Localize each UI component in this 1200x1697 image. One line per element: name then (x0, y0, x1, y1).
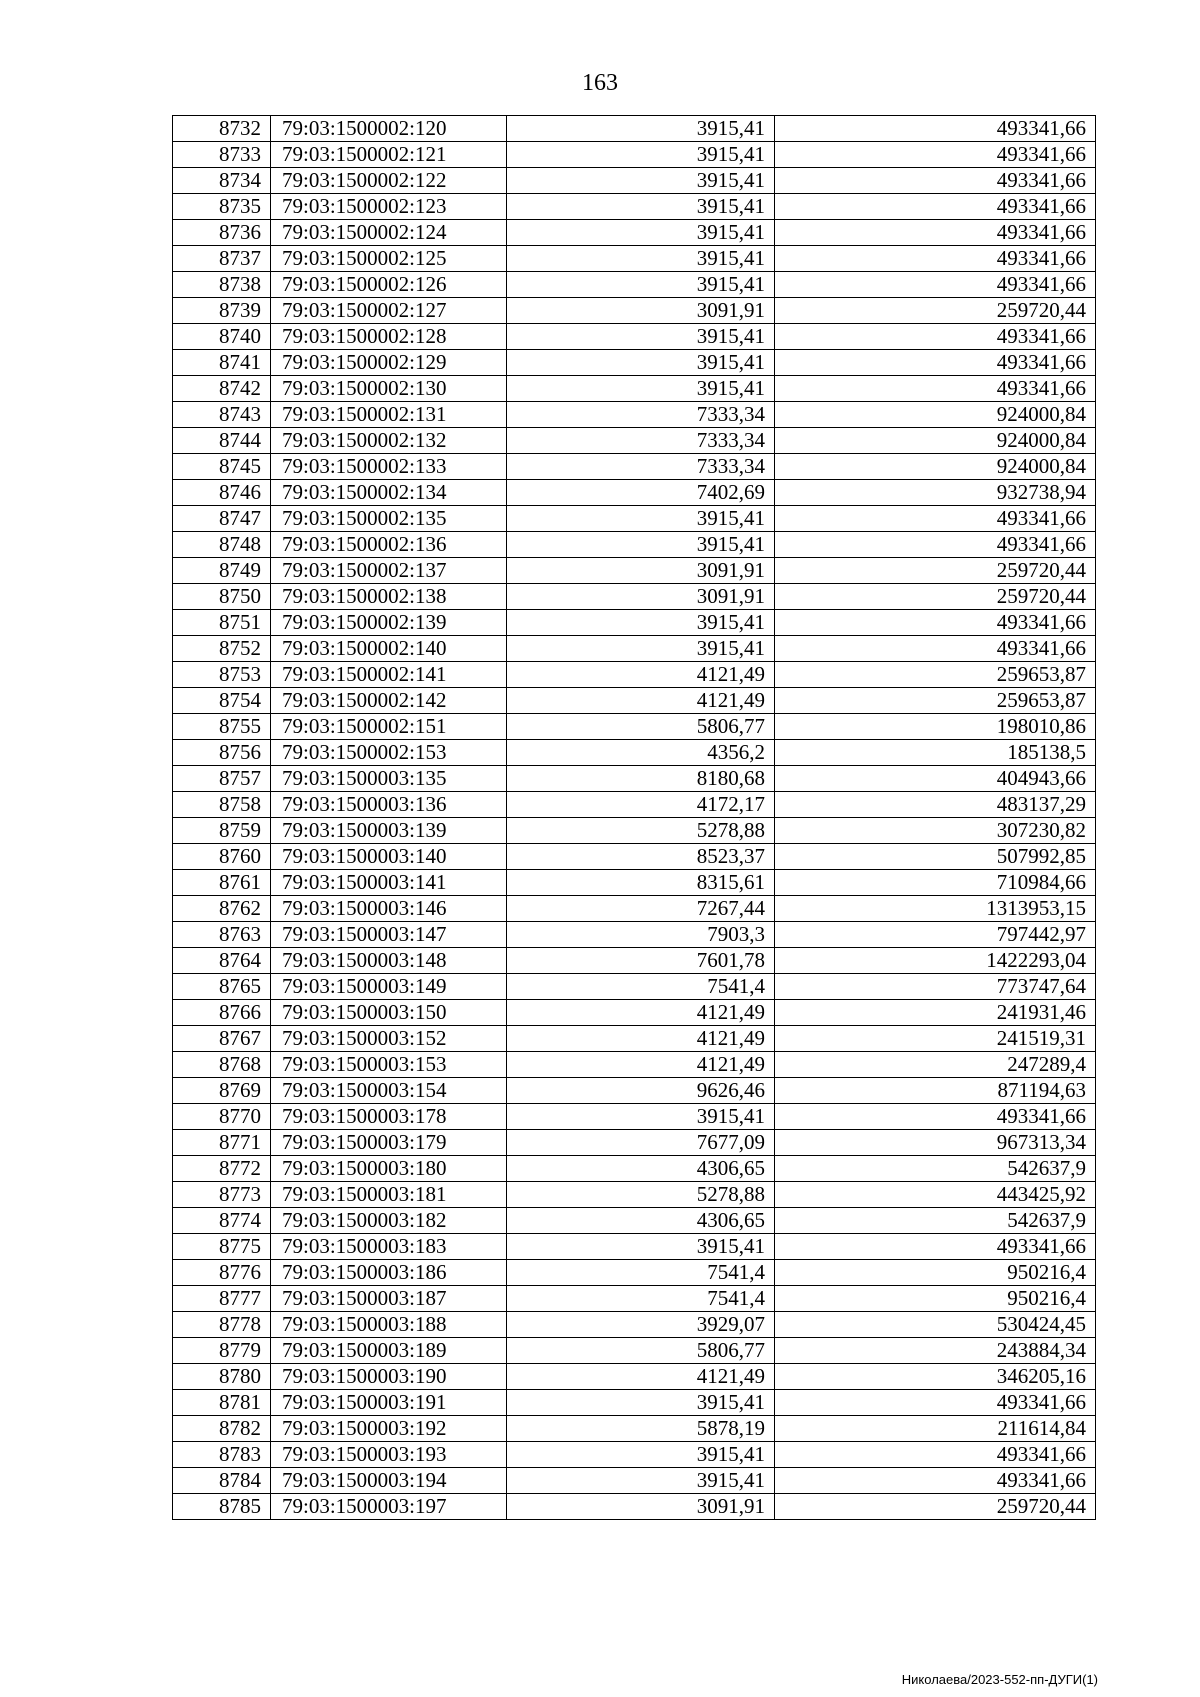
table-row (173, 272, 1096, 298)
row-number-cell: 8769 (173, 1078, 271, 1104)
cadastral-value-cell: 493341,66 (775, 350, 1096, 376)
row-number-cell: 8759 (173, 818, 271, 844)
cadastral-number-cell: 79:03:1500003:139 (271, 818, 507, 844)
area-cell: 4356,2 (507, 740, 775, 766)
table-row (173, 298, 1096, 324)
table-row (173, 1000, 1096, 1026)
cadastral-value-cell: 542637,9 (775, 1208, 1096, 1234)
area-cell: 5806,77 (507, 1338, 775, 1364)
cadastral-number-cell: 79:03:1500002:126 (271, 272, 507, 298)
cadastral-number-cell: 79:03:1500003:192 (271, 1416, 507, 1442)
table-row (173, 922, 1096, 948)
area-cell: 3091,91 (507, 298, 775, 324)
cadastral-number-cell: 79:03:1500002:129 (271, 350, 507, 376)
cadastral-number-cell: 79:03:1500003:152 (271, 1026, 507, 1052)
table-row (173, 246, 1096, 272)
table-row (173, 948, 1096, 974)
cadastral-value-cell: 493341,66 (775, 1234, 1096, 1260)
cadastral-number-cell: 79:03:1500003:189 (271, 1338, 507, 1364)
cadastral-value-cell: 483137,29 (775, 792, 1096, 818)
area-cell: 4121,49 (507, 662, 775, 688)
table-row (173, 1234, 1096, 1260)
cadastral-number-cell: 79:03:1500002:128 (271, 324, 507, 350)
cadastral-number-cell: 79:03:1500003:182 (271, 1208, 507, 1234)
table-row (173, 1026, 1096, 1052)
row-number-cell: 8739 (173, 298, 271, 324)
area-cell: 7333,34 (507, 454, 775, 480)
table-row (173, 558, 1096, 584)
cadastral-number-cell: 79:03:1500003:193 (271, 1442, 507, 1468)
row-number-cell: 8778 (173, 1312, 271, 1338)
table-row (173, 1156, 1096, 1182)
area-cell: 3915,41 (507, 324, 775, 350)
table-row (173, 818, 1096, 844)
cadastral-value-cell: 307230,82 (775, 818, 1096, 844)
cadastral-number-cell: 79:03:1500002:140 (271, 636, 507, 662)
area-cell: 4306,65 (507, 1156, 775, 1182)
row-number-cell: 8738 (173, 272, 271, 298)
row-number-cell: 8772 (173, 1156, 271, 1182)
row-number-cell: 8747 (173, 506, 271, 532)
row-number-cell: 8762 (173, 896, 271, 922)
cadastral-number-cell: 79:03:1500003:140 (271, 844, 507, 870)
area-cell: 8523,37 (507, 844, 775, 870)
row-number-cell: 8736 (173, 220, 271, 246)
table-row (173, 1390, 1096, 1416)
table-row (173, 116, 1096, 142)
cadastral-number-cell: 79:03:1500002:151 (271, 714, 507, 740)
cadastral-value-cell: 493341,66 (775, 1390, 1096, 1416)
cadastral-number-cell: 79:03:1500003:190 (271, 1364, 507, 1390)
row-number-cell: 8764 (173, 948, 271, 974)
row-number-cell: 8776 (173, 1260, 271, 1286)
cadastral-number-cell: 79:03:1500002:153 (271, 740, 507, 766)
table-row (173, 194, 1096, 220)
cadastral-value-cell: 924000,84 (775, 454, 1096, 480)
cadastral-value-cell: 241519,31 (775, 1026, 1096, 1052)
cadastral-value-cell: 241931,46 (775, 1000, 1096, 1026)
area-cell: 3915,41 (507, 194, 775, 220)
area-cell: 7402,69 (507, 480, 775, 506)
cadastral-number-cell: 79:03:1500002:139 (271, 610, 507, 636)
area-cell: 3915,41 (507, 1234, 775, 1260)
table-row (173, 610, 1096, 636)
table-row (173, 480, 1096, 506)
cadastral-value-cell: 346205,16 (775, 1364, 1096, 1390)
table-row (173, 688, 1096, 714)
area-cell: 4172,17 (507, 792, 775, 818)
cadastral-value-cell: 493341,66 (775, 272, 1096, 298)
cadastral-value-cell: 247289,4 (775, 1052, 1096, 1078)
table-row (173, 792, 1096, 818)
row-number-cell: 8777 (173, 1286, 271, 1312)
cadastral-value-cell: 493341,66 (775, 220, 1096, 246)
cadastral-number-cell: 79:03:1500002:121 (271, 142, 507, 168)
cadastral-value-cell: 259720,44 (775, 1494, 1096, 1520)
area-cell: 3929,07 (507, 1312, 775, 1338)
area-cell: 3915,41 (507, 506, 775, 532)
row-number-cell: 8781 (173, 1390, 271, 1416)
area-cell: 5278,88 (507, 1182, 775, 1208)
row-number-cell: 8773 (173, 1182, 271, 1208)
cadastral-value-cell: 493341,66 (775, 194, 1096, 220)
area-cell: 3915,41 (507, 246, 775, 272)
table-row (173, 1130, 1096, 1156)
cadastral-number-cell: 79:03:1500002:131 (271, 402, 507, 428)
cadastral-number-cell: 79:03:1500003:178 (271, 1104, 507, 1130)
table-row (173, 454, 1096, 480)
area-cell: 4121,49 (507, 688, 775, 714)
cadastral-value-cell: 259720,44 (775, 558, 1096, 584)
cadastral-value-cell: 211614,84 (775, 1416, 1096, 1442)
area-cell: 4121,49 (507, 1364, 775, 1390)
cadastral-value-cell: 493341,66 (775, 376, 1096, 402)
cadastral-number-cell: 79:03:1500002:136 (271, 532, 507, 558)
row-number-cell: 8784 (173, 1468, 271, 1494)
area-cell: 5806,77 (507, 714, 775, 740)
table-row (173, 350, 1096, 376)
cadastral-value-cell: 185138,5 (775, 740, 1096, 766)
cadastral-value-cell: 542637,9 (775, 1156, 1096, 1182)
table-row (173, 1442, 1096, 1468)
area-cell: 3915,41 (507, 1468, 775, 1494)
table-row (173, 740, 1096, 766)
cadastral-value-cell: 493341,66 (775, 532, 1096, 558)
cadastral-value-cell: 1422293,04 (775, 948, 1096, 974)
row-number-cell: 8782 (173, 1416, 271, 1442)
row-number-cell: 8757 (173, 766, 271, 792)
cadastral-number-cell: 79:03:1500002:133 (271, 454, 507, 480)
cadastral-value-cell: 493341,66 (775, 246, 1096, 272)
table-row (173, 636, 1096, 662)
cadastral-number-cell: 79:03:1500003:147 (271, 922, 507, 948)
cadastral-number-cell: 79:03:1500003:194 (271, 1468, 507, 1494)
area-cell: 4306,65 (507, 1208, 775, 1234)
area-cell: 7903,3 (507, 922, 775, 948)
table-row (173, 168, 1096, 194)
row-number-cell: 8746 (173, 480, 271, 506)
area-cell: 5278,88 (507, 818, 775, 844)
area-cell: 4121,49 (507, 1000, 775, 1026)
row-number-cell: 8750 (173, 584, 271, 610)
cadastral-value-cell: 493341,66 (775, 506, 1096, 532)
table-row (173, 974, 1096, 1000)
cadastral-value-table (172, 115, 1096, 1520)
cadastral-value-cell: 950216,4 (775, 1286, 1096, 1312)
cadastral-number-cell: 79:03:1500002:138 (271, 584, 507, 610)
row-number-cell: 8753 (173, 662, 271, 688)
row-number-cell: 8771 (173, 1130, 271, 1156)
row-number-cell: 8755 (173, 714, 271, 740)
cadastral-value-cell: 493341,66 (775, 168, 1096, 194)
cadastral-value-cell: 259653,87 (775, 688, 1096, 714)
row-number-cell: 8733 (173, 142, 271, 168)
area-cell: 3091,91 (507, 1494, 775, 1520)
cadastral-value-cell: 950216,4 (775, 1260, 1096, 1286)
cadastral-number-cell: 79:03:1500002:122 (271, 168, 507, 194)
cadastral-number-cell: 79:03:1500003:148 (271, 948, 507, 974)
row-number-cell: 8741 (173, 350, 271, 376)
row-number-cell: 8745 (173, 454, 271, 480)
area-cell: 7677,09 (507, 1130, 775, 1156)
row-number-cell: 8734 (173, 168, 271, 194)
cadastral-number-cell: 79:03:1500003:197 (271, 1494, 507, 1520)
table-row (173, 142, 1096, 168)
cadastral-number-cell: 79:03:1500003:181 (271, 1182, 507, 1208)
table-row (173, 1286, 1096, 1312)
table-body (173, 116, 1096, 1520)
row-number-cell: 8766 (173, 1000, 271, 1026)
cadastral-number-cell: 79:03:1500003:183 (271, 1234, 507, 1260)
table-row (173, 870, 1096, 896)
row-number-cell: 8749 (173, 558, 271, 584)
row-number-cell: 8742 (173, 376, 271, 402)
cadastral-value-cell: 871194,63 (775, 1078, 1096, 1104)
cadastral-number-cell: 79:03:1500003:149 (271, 974, 507, 1000)
row-number-cell: 8770 (173, 1104, 271, 1130)
cadastral-value-cell: 924000,84 (775, 402, 1096, 428)
area-cell: 3915,41 (507, 376, 775, 402)
area-cell: 3091,91 (507, 584, 775, 610)
table-row (173, 1260, 1096, 1286)
table-row (173, 766, 1096, 792)
table-row (173, 714, 1096, 740)
area-cell: 7541,4 (507, 1260, 775, 1286)
cadastral-number-cell: 79:03:1500002:141 (271, 662, 507, 688)
area-cell: 7267,44 (507, 896, 775, 922)
cadastral-number-cell: 79:03:1500002:142 (271, 688, 507, 714)
area-cell: 3915,41 (507, 116, 775, 142)
row-number-cell: 8751 (173, 610, 271, 636)
area-cell: 7541,4 (507, 974, 775, 1000)
cadastral-value-cell: 493341,66 (775, 1104, 1096, 1130)
cadastral-number-cell: 79:03:1500003:187 (271, 1286, 507, 1312)
cadastral-value-cell: 259653,87 (775, 662, 1096, 688)
row-number-cell: 8760 (173, 844, 271, 870)
cadastral-value-cell: 493341,66 (775, 1442, 1096, 1468)
area-cell: 3915,41 (507, 168, 775, 194)
cadastral-number-cell: 79:03:1500003:150 (271, 1000, 507, 1026)
area-cell: 3915,41 (507, 142, 775, 168)
cadastral-value-cell: 404943,66 (775, 766, 1096, 792)
cadastral-value-cell: 198010,86 (775, 714, 1096, 740)
cadastral-value-cell: 493341,66 (775, 636, 1096, 662)
cadastral-value-cell: 493341,66 (775, 116, 1096, 142)
cadastral-number-cell: 79:03:1500003:153 (271, 1052, 507, 1078)
cadastral-value-cell: 259720,44 (775, 584, 1096, 610)
area-cell: 3915,41 (507, 1104, 775, 1130)
row-number-cell: 8758 (173, 792, 271, 818)
row-number-cell: 8783 (173, 1442, 271, 1468)
table-row (173, 1208, 1096, 1234)
cadastral-number-cell: 79:03:1500002:124 (271, 220, 507, 246)
cadastral-number-cell: 79:03:1500002:130 (271, 376, 507, 402)
cadastral-value-cell: 259720,44 (775, 298, 1096, 324)
row-number-cell: 8754 (173, 688, 271, 714)
area-cell: 7541,4 (507, 1286, 775, 1312)
cadastral-number-cell: 79:03:1500003:154 (271, 1078, 507, 1104)
area-cell: 8315,61 (507, 870, 775, 896)
area-cell: 3915,41 (507, 1390, 775, 1416)
cadastral-value-cell: 493341,66 (775, 1468, 1096, 1494)
area-cell: 3915,41 (507, 1442, 775, 1468)
row-number-cell: 8775 (173, 1234, 271, 1260)
cadastral-number-cell: 79:03:1500003:186 (271, 1260, 507, 1286)
area-cell: 3915,41 (507, 272, 775, 298)
cadastral-value-cell: 773747,64 (775, 974, 1096, 1000)
table-row (173, 1052, 1096, 1078)
table-row (173, 1494, 1096, 1520)
table-row (173, 1364, 1096, 1390)
cadastral-number-cell: 79:03:1500002:120 (271, 116, 507, 142)
cadastral-value-cell: 493341,66 (775, 142, 1096, 168)
cadastral-value-cell: 243884,34 (775, 1338, 1096, 1364)
table-row (173, 324, 1096, 350)
row-number-cell: 8735 (173, 194, 271, 220)
table-row (173, 402, 1096, 428)
table-row (173, 1338, 1096, 1364)
row-number-cell: 8732 (173, 116, 271, 142)
cadastral-value-cell: 493341,66 (775, 610, 1096, 636)
cadastral-number-cell: 79:03:1500003:136 (271, 792, 507, 818)
cadastral-value-cell: 530424,45 (775, 1312, 1096, 1338)
area-cell: 7333,34 (507, 402, 775, 428)
row-number-cell: 8765 (173, 974, 271, 1000)
table-row (173, 662, 1096, 688)
row-number-cell: 8752 (173, 636, 271, 662)
table-row (173, 1078, 1096, 1104)
cadastral-value-cell: 967313,34 (775, 1130, 1096, 1156)
cadastral-number-cell: 79:03:1500003:141 (271, 870, 507, 896)
row-number-cell: 8774 (173, 1208, 271, 1234)
area-cell: 3915,41 (507, 610, 775, 636)
table-row (173, 220, 1096, 246)
cadastral-number-cell: 79:03:1500003:135 (271, 766, 507, 792)
document-reference: Николаева/2023-552-пп-ДУГИ(1) (901, 1672, 1098, 1687)
cadastral-number-cell: 79:03:1500003:179 (271, 1130, 507, 1156)
area-cell: 7333,34 (507, 428, 775, 454)
row-number-cell: 8748 (173, 532, 271, 558)
cadastral-value-cell: 507992,85 (775, 844, 1096, 870)
cadastral-value-cell: 443425,92 (775, 1182, 1096, 1208)
row-number-cell: 8761 (173, 870, 271, 896)
cadastral-value-cell: 710984,66 (775, 870, 1096, 896)
row-number-cell: 8768 (173, 1052, 271, 1078)
cadastral-number-cell: 79:03:1500002:135 (271, 506, 507, 532)
row-number-cell: 8743 (173, 402, 271, 428)
area-cell: 7601,78 (507, 948, 775, 974)
row-number-cell: 8779 (173, 1338, 271, 1364)
table-row (173, 428, 1096, 454)
table-row (173, 376, 1096, 402)
area-cell: 3091,91 (507, 558, 775, 584)
cadastral-value-cell: 493341,66 (775, 324, 1096, 350)
table-row (173, 1312, 1096, 1338)
table-row (173, 1416, 1096, 1442)
area-cell: 9626,46 (507, 1078, 775, 1104)
area-cell: 3915,41 (507, 220, 775, 246)
cadastral-number-cell: 79:03:1500002:134 (271, 480, 507, 506)
row-number-cell: 8740 (173, 324, 271, 350)
table-row (173, 584, 1096, 610)
cadastral-number-cell: 79:03:1500002:127 (271, 298, 507, 324)
row-number-cell: 8780 (173, 1364, 271, 1390)
cadastral-value-cell: 797442,97 (775, 922, 1096, 948)
cadastral-value-cell: 1313953,15 (775, 896, 1096, 922)
area-cell: 5878,19 (507, 1416, 775, 1442)
table-row (173, 532, 1096, 558)
row-number-cell: 8767 (173, 1026, 271, 1052)
area-cell: 3915,41 (507, 532, 775, 558)
cadastral-number-cell: 79:03:1500002:125 (271, 246, 507, 272)
row-number-cell: 8763 (173, 922, 271, 948)
cadastral-value-cell: 932738,94 (775, 480, 1096, 506)
cadastral-number-cell: 79:03:1500002:132 (271, 428, 507, 454)
row-number-cell: 8756 (173, 740, 271, 766)
cadastral-number-cell: 79:03:1500002:123 (271, 194, 507, 220)
area-cell: 4121,49 (507, 1052, 775, 1078)
area-cell: 3915,41 (507, 350, 775, 376)
cadastral-number-cell: 79:03:1500003:180 (271, 1156, 507, 1182)
cadastral-value-cell: 924000,84 (775, 428, 1096, 454)
area-cell: 8180,68 (507, 766, 775, 792)
area-cell: 4121,49 (507, 1026, 775, 1052)
table-row (173, 1182, 1096, 1208)
table-row (173, 1468, 1096, 1494)
page-number: 163 (582, 70, 618, 96)
row-number-cell: 8785 (173, 1494, 271, 1520)
cadastral-number-cell: 79:03:1500003:188 (271, 1312, 507, 1338)
table-row (173, 844, 1096, 870)
cadastral-number-cell: 79:03:1500003:146 (271, 896, 507, 922)
table-row (173, 896, 1096, 922)
cadastral-number-cell: 79:03:1500003:191 (271, 1390, 507, 1416)
table-row (173, 506, 1096, 532)
cadastral-number-cell: 79:03:1500002:137 (271, 558, 507, 584)
row-number-cell: 8744 (173, 428, 271, 454)
table-row (173, 1104, 1096, 1130)
row-number-cell: 8737 (173, 246, 271, 272)
area-cell: 3915,41 (507, 636, 775, 662)
